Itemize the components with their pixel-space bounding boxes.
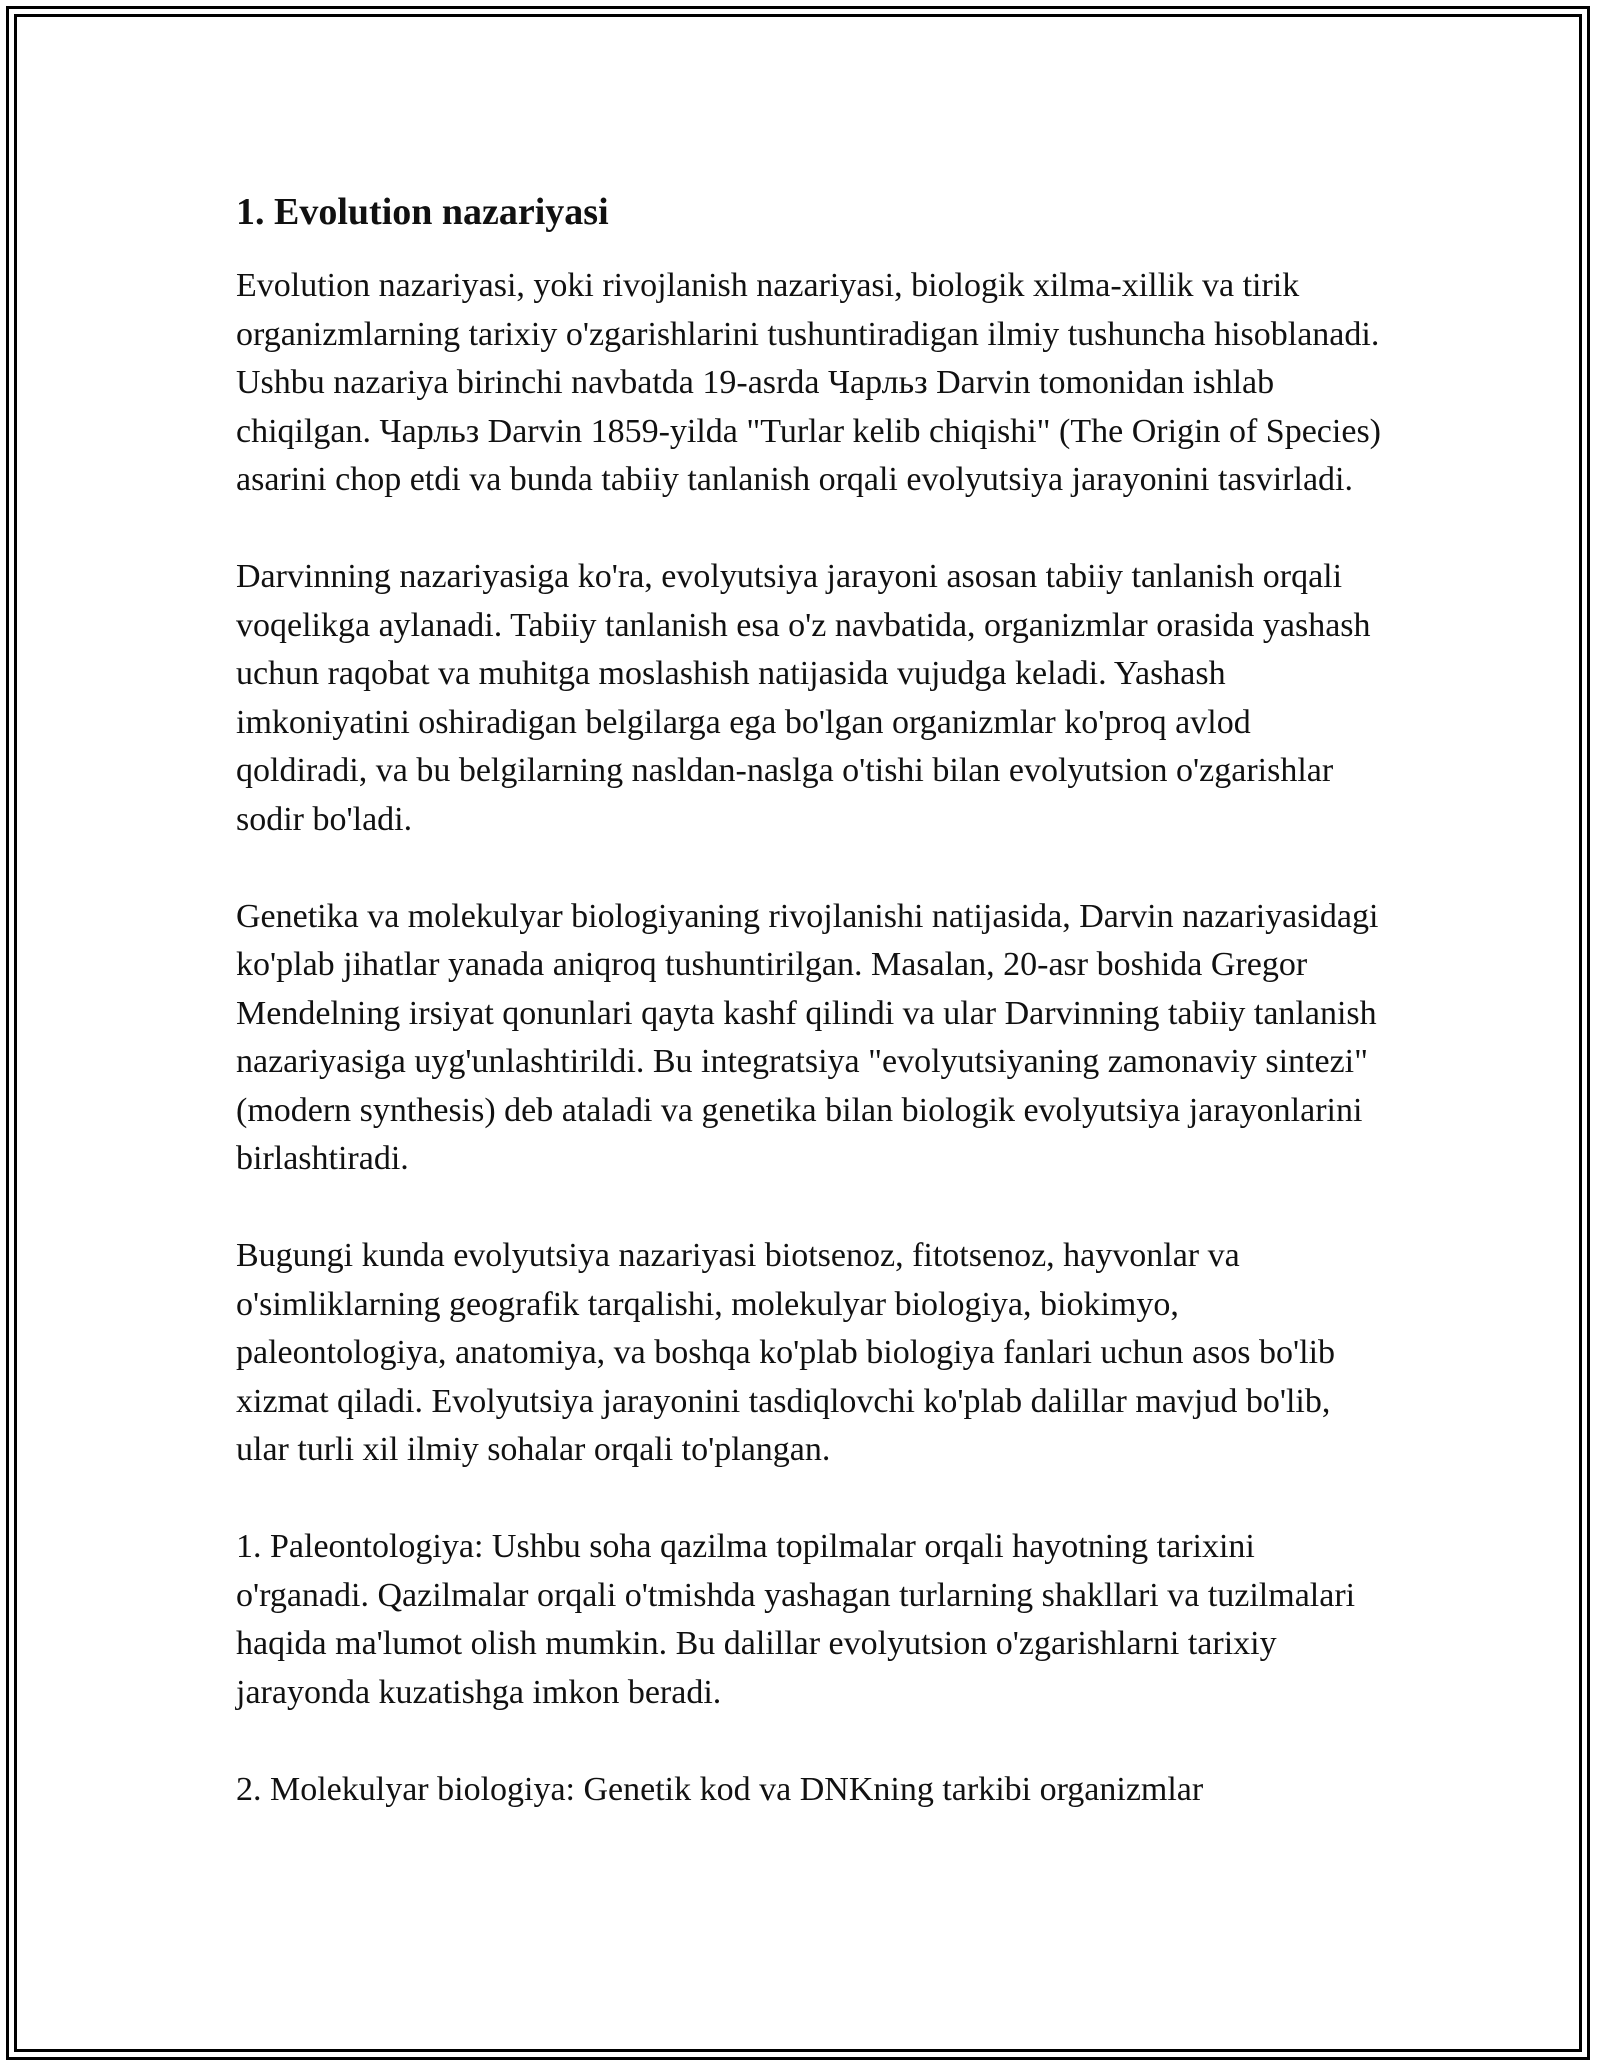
list-item-paleontology: 1. Paleontologiya: Ushbu soha qazilma topilmalar orqali hayotning tarixini o'rganadi. Qazilmalar orqali o'tmishda yashagan turlarning shakllari va tuzilmalari haqida ma'lumot olish mumkin. Bu dalillar evolyutsion o'zgarishlarni tarixiy jarayonda kuzatishga imkon beradi. [236,1528,1356,1711]
paragraph-today: Bugungi kunda evolyutsiya nazariyasi biotsenoz, fitotsenoz, hayvonlar va o'simliklarning geografik tarqalishi, molekulyar biologiya, biokimyo, paleontologiya, anatomiya, va boshqa ko'plab biologiya fanlari uchun asos bo'lib xizmat qiladi. Evolyutsiya jarayonini tasdiqlovchi ko'plab dalillar mavjud bo'lib, ular turli xil ilmiy sohalar orqali to'plangan. [236,1237,1336,1468]
document-body [236,188,1386,1863]
section-heading: 1. Evolution nazariyasi [236,191,609,233]
paragraph-intro: Evolution nazariyasi, yoki rivojlanish nazariyasi, biologik xilma-xillik va tirik organizmlarning tarixiy o'zgarishlarini tushuntiradigan ilmiy tushuncha hisoblanadi. Ushbu nazariya birinchi navbatda 19-asrda Чарльз Darvin tomonidan ishlab chiqilgan. Чарльз Darvin 1859-yilda "Turlar kelib chiqishi" (The Origin of Species) asarini chop etdi va bunda tabiiy tanlanish orqali evolyutsiya jarayonini tasvirladi. [236,267,1381,498]
paragraph-genetics: Genetika va molekulyar biologiyaning rivojlanishi natijasida, Darvin nazariyasidagi ko'plab jihatlar yanada aniqroq tushuntirilgan. Masalan, 20-asr boshida Gregor Mendelning irsiyat qonunlari qayta kashf qilindi va ular Darvinning tabiiy tanlanish nazariyasiga uyg'unlashtirildi. Bu integratsiya "evolyutsiyaning zamonaviy sintezi" (modern synthesis) deb ataladi va genetika bilan biologik evolyutsiya jarayonlarini birlashtiradi. [236,897,1379,1177]
list-item-molecular-biology: 2. Molekulyar biologiya: Genetik kod va DNKning tarkibi organizmlar [236,1770,1204,1808]
paragraph-natural-selection: Darvinning nazariyasiga ko'ra, evolyutsiya jarayoni asosan tabiiy tanlanish orqali voqelikga aylanadi. Tabiiy tanlanish esa o'z navbatida, organizmlar orasida yashash uchun raqobat va muhitga moslashish natijasida vujudga keladi. Yashash imkoniyatini oshiradigan belgilarga ega bo'lgan organizmlar ko'proq avlod qoldiradi, va bu belgilarning nasldan-naslga o'tishi bilan evolyutsion o'zgarishlar sodir bo'ladi. [236,558,1371,838]
